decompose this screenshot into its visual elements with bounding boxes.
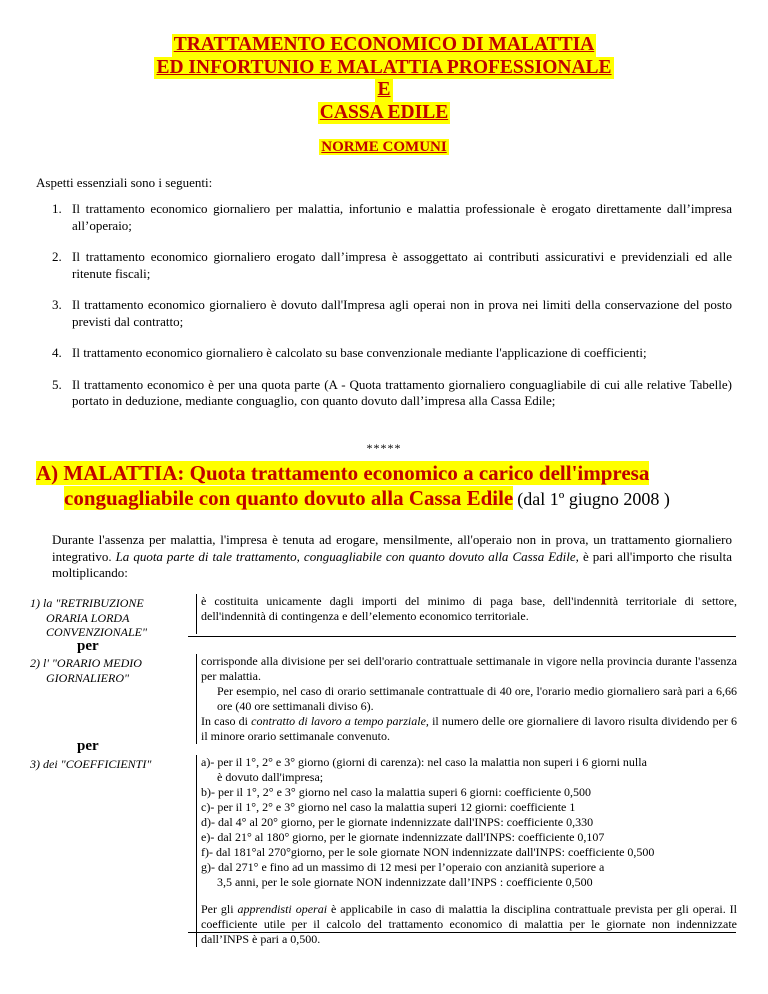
per-label-2: per — [77, 738, 99, 754]
list-number: 3. — [52, 297, 62, 312]
paragraph-italic: La quota parte di tale trattamento, conguagliabile con quanto dovuto alla Cassa Edile, — [115, 548, 579, 564]
list-text: Il trattamento economico giornaliero è dovuto dall'Impresa agli operai non in prova nei limiti della conservazione del posto previsti dal contratto; — [72, 297, 732, 329]
note-text: Per gli — [201, 902, 238, 916]
list-text: Il trattamento economico giornaliero è calcolato su base convenzionale mediante l'applicazione di coefficienti; — [72, 345, 647, 360]
row1-label-line: 1) la "RETRIBUZIONE — [30, 596, 144, 610]
paragraph-text-end: è pari all'importo che risulta moltiplicando: — [52, 548, 732, 580]
row2-label — [30, 656, 142, 685]
list-number: 1. — [52, 201, 62, 216]
list-number: 4. — [52, 345, 62, 360]
row2-label-line: 2) l' "ORARIO MEDIO — [30, 656, 142, 670]
list-item — [52, 249, 732, 282]
row2-text-line: il numero delle ore giornaliere di lavoro risulta dividendo per 6 il minore orario settimanale convenuto. — [201, 714, 738, 743]
section-a-heading — [36, 461, 736, 511]
row2-text-line: corrisponde alla divisione per sei dell'orario contrattuale settimanale in vigore nella provincia durante l'assenza per malattia. — [201, 654, 737, 683]
row2-italic: contratto di lavoro a tempo parziale, — [251, 714, 429, 728]
coefficient-line: f)- dal 181°al 270°giorno, per le sole giornate NON indennizzate dall'INPS: coefficiente 0,500 — [201, 845, 655, 859]
apprentice-note — [201, 902, 737, 947]
subtitle — [0, 138, 768, 156]
row3-text — [196, 755, 737, 947]
list-item — [201, 815, 737, 830]
coefficient-line: e)- dal 21° al 180° giorno, per le giornate indennizzate dall'INPS: coefficiente 0,107 — [201, 830, 605, 844]
list-text: Il trattamento economico giornaliero erogato dall’impresa è assoggettato ai contributi assicurativi e previdenziali ed alle ritenute fiscali; — [72, 249, 732, 281]
list-item — [52, 377, 732, 410]
document-title — [0, 34, 768, 124]
list-item — [201, 845, 737, 860]
section-a-line2: conguagliabile con quanto dovuto alla Cassa Edile — [64, 486, 514, 510]
note-italic: apprendisti operai — [237, 902, 328, 916]
row3-label-line: 3) dei "COEFFICIENTI" — [30, 757, 152, 771]
section-a-date: (dal 1º giugno 2008 ) — [517, 489, 670, 509]
coefficient-subline: 3,5 anni, per le sole giornate NON indennizzate dall’INPS : coefficiente 0,500 — [217, 875, 593, 889]
title-line-3: E — [377, 79, 391, 100]
list-item — [52, 345, 732, 362]
list-item — [52, 297, 732, 330]
row1-text: è costituita unicamente dagli importi del minimo di paga base, dell'indennità territoriale di settore, dell'indennità di contingenza e dell’elemento economico territoriale. — [196, 594, 737, 634]
row2-example: Per esempio, nel caso di orario settimanale contrattuale di 40 ore, l'orario medio giornaliero sarà pari a 6,66 ore (40 ore settimanali diviso 6). — [217, 684, 737, 713]
row1-label-line: CONVENZIONALE" — [46, 625, 148, 639]
title-line-2: ED INFORTUNIO E MALATTIA PROFESSIONALE — [156, 56, 612, 78]
coefficient-line: b)- per il 1°, 2° e 3° giorno nel caso la malattia superi 6 giorni: coefficiente 0,500 — [201, 785, 592, 799]
separator: ***** — [366, 441, 402, 455]
list-item — [52, 201, 732, 234]
list-number: 5. — [52, 376, 62, 392]
note-text-end: è applicabile in caso di malattia la disciplina contrattuale prevista per gli operai. Il coefficiente utile per il calcolo del trattamento economico di malattia per le giornate non indennizzate dall’INPS è pari a 0,500. — [201, 902, 737, 946]
list-item — [201, 800, 737, 815]
divider — [188, 636, 736, 637]
row2-label-line: GIORNALIERO" — [46, 670, 130, 685]
per-label-1: per — [77, 638, 99, 654]
title-line-4: CASSA EDILE — [319, 101, 449, 123]
row2-text — [196, 654, 737, 744]
list-text: Il trattamento economico giornaliero per malattia, infortunio e malattia professionale è erogato direttamente dall’impresa all’operaio; — [72, 201, 732, 233]
list-item — [201, 755, 737, 785]
list-text: Il trattamento economico è per una quota parte (A - Quota trattamento giornaliero conguagliabile di cui alle relative Tabelle) portato in deduzione, mediante conguaglio, con quanto dovuto dall’impresa alla Cassa Edile; — [72, 376, 732, 408]
title-line-1: TRATTAMENTO ECONOMICO DI MALATTIA — [173, 34, 595, 55]
intro-paragraph — [52, 532, 732, 582]
coefficient-subline: è dovuto dall'impresa; — [217, 770, 324, 784]
coefficient-line: c)- per il 1°, 2° e 3° giorno nel caso la malattia superi 12 giorni: coefficiente 1 — [201, 800, 576, 814]
row1-label-line: ORARIA LORDA — [46, 610, 130, 625]
row1-label — [30, 596, 147, 640]
coefficient-line: a)- per il 1°, 2° e 3° giorno (giorni di carenza): nel caso la malattia non superi i 6 giorni nulla — [201, 755, 647, 769]
divider — [188, 932, 736, 933]
list-item — [201, 830, 737, 845]
list-item — [201, 860, 737, 890]
section-a-line1: A) MALATTIA: Quota trattamento economico a carico dell'impresa — [36, 461, 650, 485]
coefficient-line: d)- dal 4° al 20° giorno, per le giornate indennizzate dall'INPS: coefficiente 0,330 — [201, 815, 594, 829]
coefficient-line: g)- dal 271° e fino ad un massimo di 12 mesi per l’operaio con anzianità superiore a — [201, 860, 605, 874]
intro-text: Aspetti essenziali sono i seguenti: — [36, 175, 213, 190]
row3-label — [30, 757, 151, 772]
list-item — [201, 785, 737, 800]
coefficient-list — [201, 755, 737, 890]
subtitle-text: NORME COMUNI — [321, 139, 447, 155]
paragraph-text: Durante l'assenza per malattia, l'impresa è tenuta ad erogare, mensilmente, all'operaio non in prova, un trattamento giornaliero integrativo. — [52, 532, 732, 564]
common-rules-list — [52, 201, 732, 425]
row2-text-line: In caso di — [201, 714, 252, 728]
list-number: 2. — [52, 249, 62, 264]
